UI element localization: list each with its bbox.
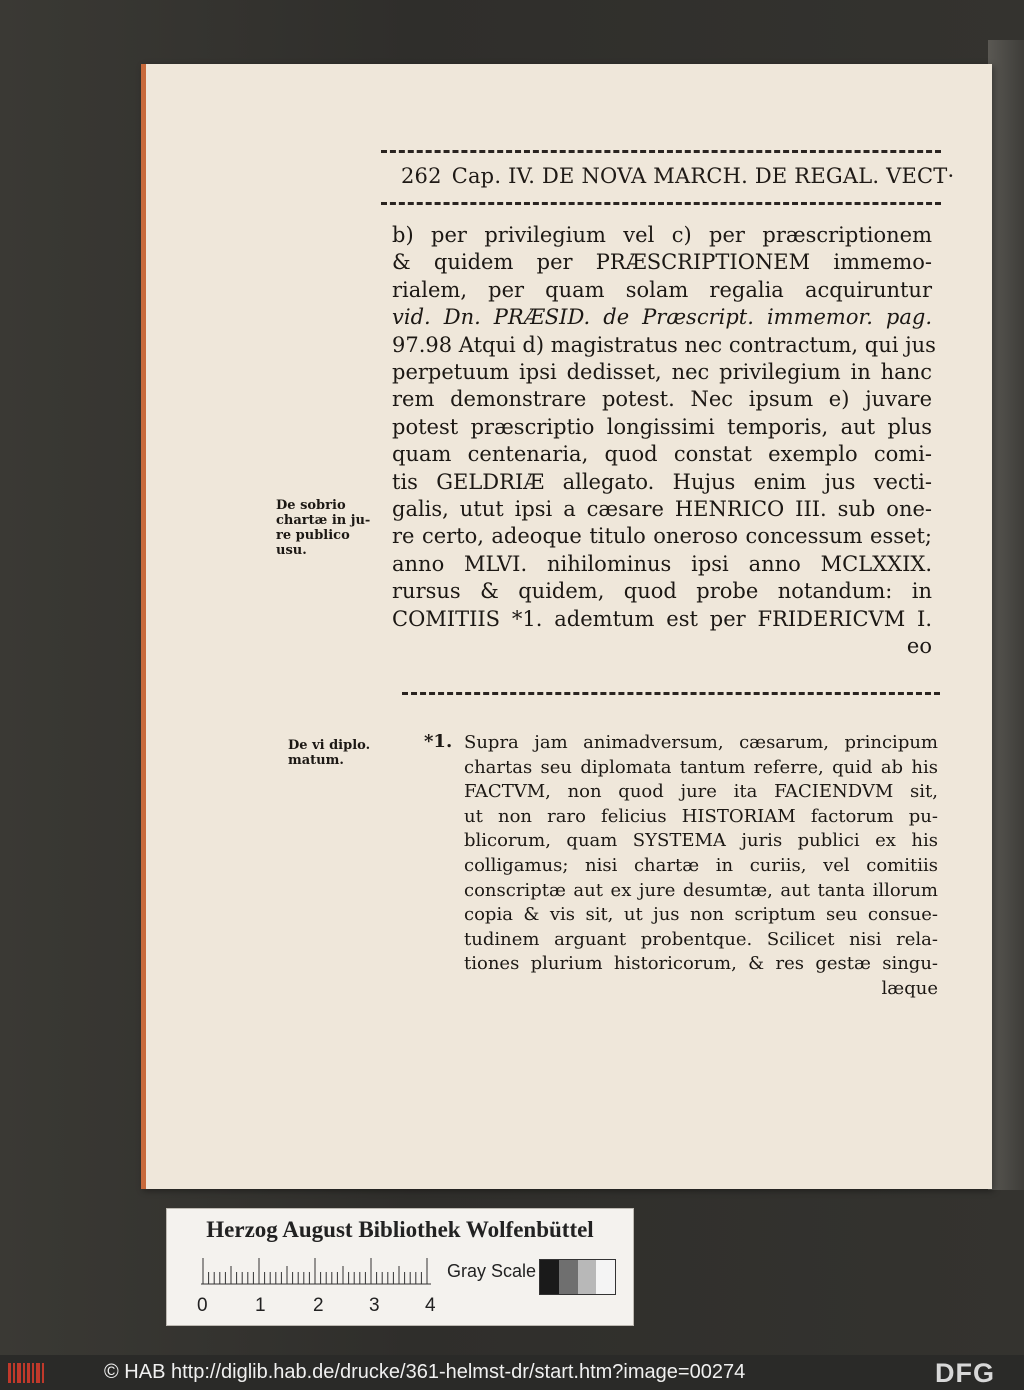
footnote-line: Supra jam animadversum, cæsarum, principum xyxy=(464,732,938,753)
margin-note-sobrio xyxy=(276,498,371,558)
footnote-text xyxy=(464,731,938,1002)
ruler-number: 4 xyxy=(425,1295,436,1316)
gray-scale-label: Gray Scale xyxy=(447,1261,537,1281)
ruler-number: 1 xyxy=(255,1295,266,1316)
footnote-catchword: læque xyxy=(881,977,938,999)
margin-note-line: De vi diplo. xyxy=(288,738,371,753)
footnote-line: blicorum, quam SYSTEMA juris publici ex his xyxy=(464,830,938,852)
margin-note-line: usu. xyxy=(276,543,307,558)
margin-note-line: re publico xyxy=(276,528,350,543)
text-line: tis GELDRIÆ allegato. Hujus enim jus vecti- xyxy=(392,469,932,494)
running-head-title: Cap. IV. DE NOVA MARCH. DE REGAL. VECT· xyxy=(451,164,955,188)
header-rule-bottom xyxy=(381,202,941,205)
text-line: anno MLVI. nihilominus ipsi anno MCLXXIX. xyxy=(392,551,932,576)
text-line: rursus & quidem, quod probe notandum: in xyxy=(392,579,932,604)
text-line: vid. Dn. PRÆSID. de Præscript. immemor. pag. xyxy=(392,305,932,330)
text-line: perpetuum ipsi dedisset, nec privilegium in hanc xyxy=(392,360,932,385)
footnote-mark: *1. xyxy=(424,731,453,752)
running-head xyxy=(401,164,991,188)
swatch-dark-gray xyxy=(559,1260,578,1294)
text-line: b) per privilegium vel c) per præscriptionem xyxy=(392,223,932,247)
library-name: Herzog August Bibliothek Wolfenbüttel xyxy=(206,1217,594,1242)
swatch-white xyxy=(596,1260,615,1294)
footnote-line: chartas seu diplomata tantum referre, quid ab his xyxy=(464,756,938,778)
text-line: re certo, adeoque titulo oneroso concessum esset; xyxy=(392,524,932,549)
text-line: rem demonstrare potest. Nec ipsum e) juvare xyxy=(392,387,932,412)
text-line: & quidem per PRÆSCRIPTIONEM immemo- xyxy=(392,250,932,275)
margin-note-line: matum. xyxy=(288,753,344,768)
text-line: 97.98 Atqui d) magistratus nec contractum, qui jus xyxy=(392,332,936,357)
barcode-icon xyxy=(8,1363,48,1383)
footnote-line: tiones plurium historicorum, & res gestæ singu- xyxy=(464,953,938,975)
footnote-separator-rule xyxy=(402,692,940,695)
text-line: quam centenaria, quod constat exemplo comi- xyxy=(392,442,932,467)
footnote-line: conscriptæ aut ex jure desumtæ, aut tanta illorum xyxy=(464,879,938,901)
adjacent-page-edge xyxy=(988,40,1024,1190)
swatch-black xyxy=(540,1260,559,1294)
main-text xyxy=(392,222,936,661)
viewer-footer xyxy=(0,1355,1024,1390)
text-line: rialem, per quam solam regalia acquiruntur xyxy=(392,277,932,302)
color-calibration-bar xyxy=(166,1208,634,1326)
scale-ruler xyxy=(201,1257,431,1285)
source-url[interactable]: © HAB http://diglib.hab.de/drucke/361-helmst-dr/start.htm?image=00274 xyxy=(104,1361,746,1383)
header-rule-top xyxy=(381,150,941,153)
footnote-line: ut non raro felicius HISTORIAM factorum pu- xyxy=(464,805,938,827)
margin-note-line: De sobrio xyxy=(276,498,346,513)
margin-note-diplomatum xyxy=(288,738,388,768)
ruler-number: 3 xyxy=(369,1295,380,1316)
text-line: galis, utut ipsi a cæsare HENRICO III. sub one- xyxy=(392,497,932,522)
gray-swatches xyxy=(539,1259,616,1295)
footnote-line: FACTVM, non quod jure ita FACIENDVM sit, xyxy=(464,781,938,803)
page-number: 262 xyxy=(401,164,442,188)
margin-note-line: chartæ in ju- xyxy=(276,513,371,528)
footnote-line: colligamus; nisi chartæ in curiis, vel comitiis xyxy=(464,854,938,876)
footnote-line: copia & vis sit, ut jus non scriptum seu consue- xyxy=(464,904,938,926)
footnote-line: tudinem arguant probentque. Scilicet nisi rela- xyxy=(464,928,938,950)
dfg-logo: DFG xyxy=(935,1358,995,1388)
text-line: potest præscriptio longissimi temporis, aut plus xyxy=(392,414,932,439)
copyright-link[interactable] xyxy=(104,1361,745,1384)
ruler-number: 0 xyxy=(197,1295,208,1316)
swatch-light-gray xyxy=(578,1260,597,1294)
ruler-number: 2 xyxy=(313,1295,324,1316)
ruler-numbers xyxy=(195,1295,445,1319)
text-line: COMITIIS *1. ademtum est per FRIDERICVM I. xyxy=(392,606,932,631)
catchword: eo xyxy=(906,634,932,659)
